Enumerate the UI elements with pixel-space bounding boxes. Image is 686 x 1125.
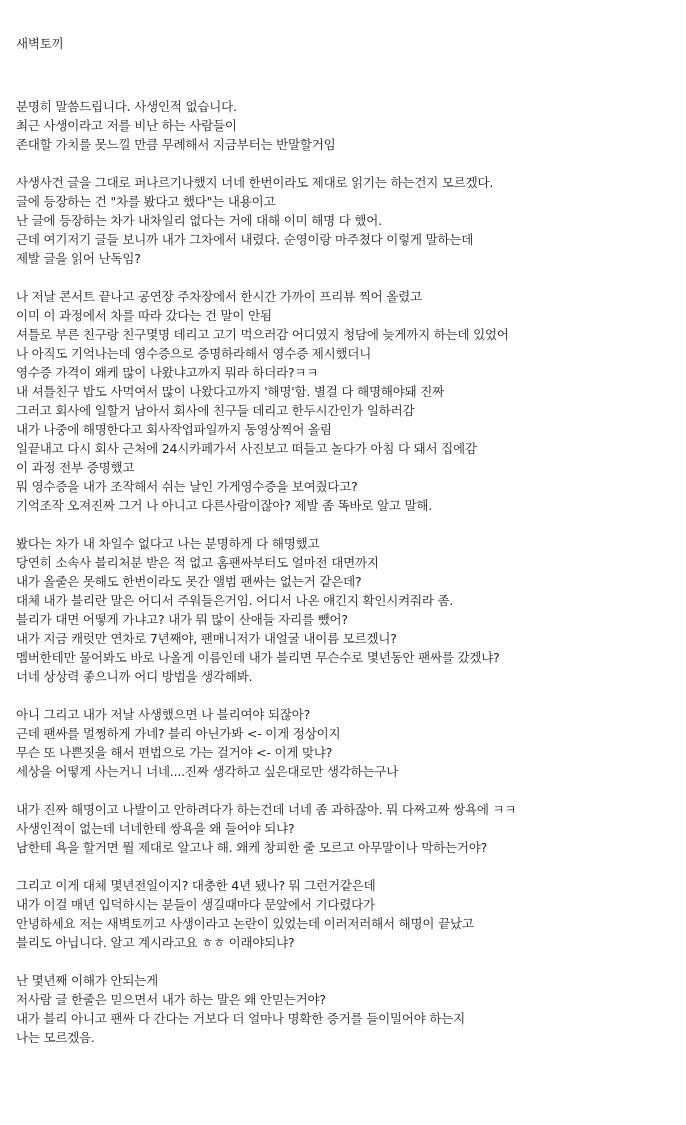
post-line: 내가 블리 아니고 팬싸 다 간다는 거보다 더 얼마나 명확한 증거를 들이밀어야 하는지 <box>16 1011 466 1026</box>
post-line: 존대할 가치를 못느낄 만큼 무례해서 지금부터는 반말할거임 <box>16 137 336 152</box>
post-line: 내가 진짜 해명이고 나발이고 안하려다가 하는건데 너네 좀 과하잖아. 뭐 다짜고짜 쌍욕에 ㅋㅋ <box>16 802 517 817</box>
post-line: 내 셔틀친구 밥도 사먹여서 많이 나왔다고까지 '해명'함. 별걸 다 해명해야돼 진짜 <box>16 384 444 399</box>
title-spacer <box>16 53 686 97</box>
post-line: 저사람 글 한줄은 믿으면서 내가 하는 말은 왜 안믿는거야? <box>16 992 326 1007</box>
post-line: 그리고 이게 대체 몇년전일이지? 대충한 4년 됐나? 뭐 그런거같은데 <box>16 878 376 893</box>
post-line: 남한테 욕을 할거면 뭘 제대로 알고나 해. 왜케 창피한 줄 모르고 아무말이나 막하는거야? <box>16 840 488 855</box>
post-body <box>16 97 686 1047</box>
post-paragraph <box>16 705 686 781</box>
post-line: 나 저날 콘서트 끝나고 공연장 주차장에서 한시간 가까이 프리뷰 찍어 올렸고 <box>16 289 422 304</box>
post-line: 분명히 말씀드립니다. 사생인적 없습니다. <box>16 99 237 114</box>
post-paragraph <box>16 97 686 154</box>
post-line: 대체 내가 블리란 말은 어디서 주워들은거임. 어디서 나온 얘긴지 확인시켜줘라 좀. <box>16 593 454 608</box>
post-line: 봤다는 차가 내 차일수 없다고 나는 분명하게 다 해명했고 <box>16 536 320 551</box>
post-line: 블리가 대면 어떻게 가냐고? 내가 뭐 많이 산애들 자리를 뺐어? <box>16 612 348 627</box>
post-line: 나는 모르겠음. <box>16 1030 95 1045</box>
post-line: 난 몇년째 이해가 안되는게 <box>16 973 158 988</box>
post-line: 블리도 아닙니다. 알고 계시라고요 ㅎㅎ 이래야되냐? <box>16 935 295 950</box>
post-paragraph <box>16 876 686 952</box>
post-line: 이 과정 전부 증명했고 <box>16 460 135 475</box>
post-line: 근데 팬싸를 멀쩡하게 가네? 블리 아닌가봐 <- 이게 정상이지 <box>16 726 341 741</box>
post-line: 영수증 가격이 왜케 많이 나왔냐고까지 뭐라 하더라?ㅋㅋ <box>16 365 319 380</box>
post-line: 나 아직도 기억나는데 영수증으로 증명하라해서 영수증 제시했더니 <box>16 346 372 361</box>
post-line: 안녕하세요 저는 새벽토끼고 사생이라고 논란이 있었는데 이러저러해서 해명이 끝났고 <box>16 916 474 931</box>
post-line: 내가 나중에 해명한다고 회사작업파일까지 동영상찍어 올림 <box>16 422 332 437</box>
post-line: 뭐 영수증을 내가 조작해서 쉬는 날인 가게영수증을 보여줬다고? <box>16 479 358 494</box>
post-paragraph <box>16 287 686 515</box>
post-line: 사생인적이 없는데 너네한테 쌍욕을 왜 들어야 되냐? <box>16 821 295 836</box>
post-line: 내가 올줄은 못해도 한번이라도 못간 앨범 팬싸는 없는거 같은데? <box>16 574 362 589</box>
post-line: 일끝내고 다시 회사 근처에 24시카페가서 사진보고 떠들고 놀다가 아침 다 돼서 집에감 <box>16 441 477 456</box>
post-line: 글에 등장하는 건 "차를 봤다고 했다"는 내용이고 <box>16 194 276 209</box>
post-line: 내가 지금 캐럿만 연차로 7년째야, 팬매니저가 내얼굴 내이름 모르겠니? <box>16 631 397 646</box>
post-paragraph <box>16 534 686 686</box>
post-line: 너네 상상력 좋으니까 어디 방법을 생각해봐. <box>16 669 253 684</box>
post-line: 멤버한테만 물어봐도 바로 나올게 이름인데 내가 블리면 무슨수로 몇년동안 팬싸를 갔겠냐? <box>16 650 500 665</box>
post-line: 제발 글을 읽어 난독임? <box>16 251 141 266</box>
post-paragraph <box>16 173 686 268</box>
post-line: 무슨 또 나쁜짓을 해서 편법으로 가는 걸거야 <- 이게 맞냐? <box>16 745 333 760</box>
post-line: 기억조작 오져진짜 그거 나 아니고 다른사람이잖아? 제발 좀 똑바로 알고 말해. <box>16 498 433 513</box>
post-author-title: 새벽토끼 <box>16 36 64 51</box>
post-line: 아니 그리고 내가 저날 사생했으면 나 블리여야 되잖아? <box>16 707 311 722</box>
post-line: 내가 이걸 매년 입덕하시는 분들이 생길때마다 문앞에서 기다렸다가 <box>16 897 375 912</box>
post-line: 당연히 소속사 블리처분 받은 적 없고 홈팬싸부터도 얼마전 대면까지 <box>16 555 379 570</box>
post-line: 사생사건 글을 그대로 퍼나르기나했지 너네 한번이라도 제대로 읽기는 하는건지 모르겠다. <box>16 175 494 190</box>
post-line: 최근 사생이라고 저를 비난 하는 사람들이 <box>16 118 237 133</box>
post-paragraph <box>16 971 686 1047</box>
post-line: 셔틀로 부른 친구랑 친구몇명 데리고 고기 먹으러감 어디였지 청담에 늦게까지 하는데 있었어 <box>16 327 509 342</box>
post-paragraph <box>16 800 686 857</box>
post-line: 근데 여기저기 글들 보니까 내가 그차에서 내렸다. 순영이랑 마주쳤다 이렇게 말하는데 <box>16 232 474 247</box>
post-line: 이미 이 과정에서 차를 따라 갔다는 건 말이 안됨 <box>16 308 272 323</box>
post-line: 그러고 회사에 일할거 남아서 회사에 친구들 데리고 한두시간인가 일하러감 <box>16 403 415 418</box>
post-line: 세상을 어떻게 사는거니 너네....진짜 생각하고 싶은대로만 생각하는구나 <box>16 764 399 779</box>
post-line: 난 글에 등장하는 차가 내차일리 없다는 거에 대해 이미 해명 다 했어. <box>16 213 382 228</box>
